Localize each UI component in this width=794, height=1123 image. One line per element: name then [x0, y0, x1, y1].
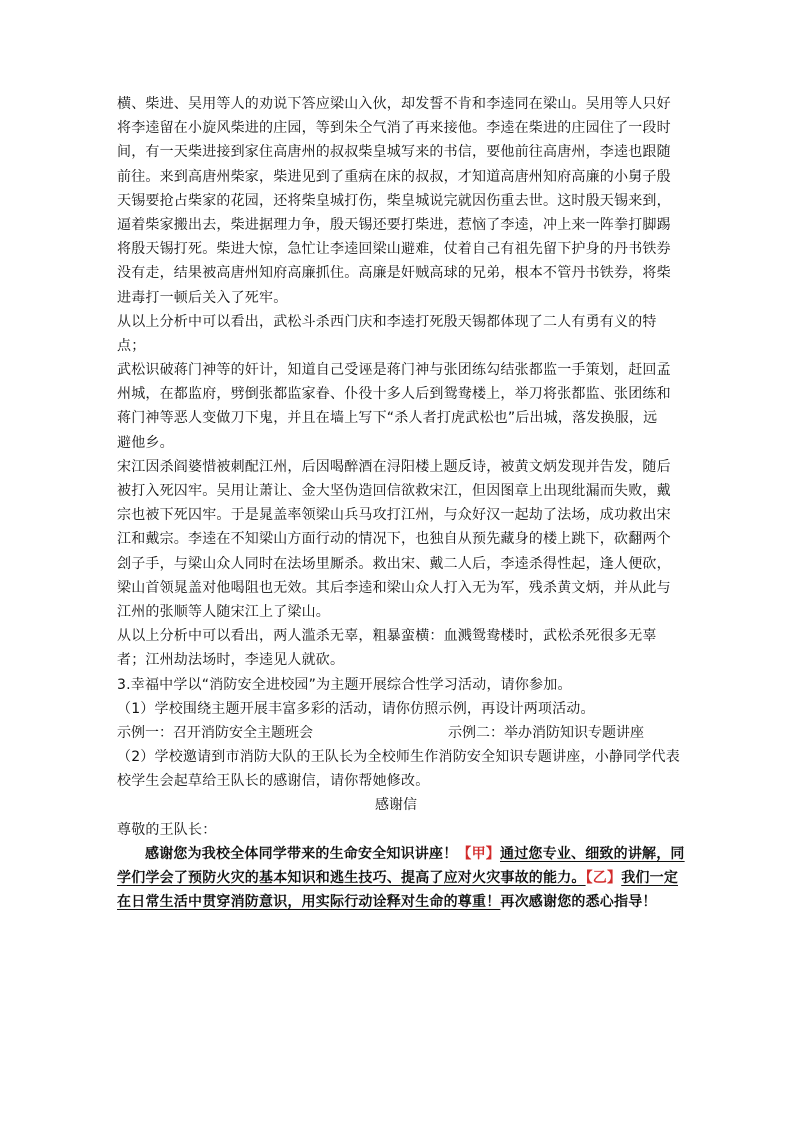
letter-salutation: 尊敬的王队长：: [117, 821, 217, 838]
text-line: 江和戴宗。李逵在不知梁山方面行动的情况下，也独自从预先藏身的楼上跳下，砍翻两个: [117, 531, 671, 548]
text-line: 蒋门神等恶人变做刀下鬼，并且在墙上写下“杀人者打虎武松也”后出城，落发换服，远: [117, 410, 658, 427]
letter-line-1: [117, 842, 685, 866]
text-line: 从以上分析中可以看出，武松斗杀西门庆和李逵打死殷天锡都体现了二人有勇有义的特: [117, 313, 657, 330]
text-line: 江州的张顺等人随宋江上了梁山。: [117, 603, 330, 620]
mark-jia: 【甲】: [457, 845, 501, 862]
letter-text: 再次感谢您的悉心指导！: [500, 894, 657, 911]
underlined-sentence: 在日常生活中贯穿消防意识，用实际行动诠释对生命的尊重！: [117, 894, 501, 911]
text-line: 3.幸福中学以“消防安全进校园”为主题开展综合性学习活动，请你参加。: [117, 676, 572, 693]
letter-line-2: [117, 866, 679, 890]
text-line: 将李逵留在小旋风柴进的庄园，等到朱仝气消了再来接他。李逵在柴进的庄园住了一段时: [117, 120, 671, 137]
task-two-line-2: 校学生会起草给王队长的感谢信，请你帮她修改。: [117, 773, 430, 790]
body-text: [117, 92, 675, 721]
text-line: 进毒打一顿后关入了死牢。: [117, 289, 288, 306]
underlined-sentence: 学们学会了预防火灾的基本知识和逃生技巧、提高了应对火灾事故的能力。: [117, 870, 586, 886]
text-line: 者；江州劫法场时，李逵见人就砍。: [117, 652, 345, 669]
example-one: 示例一：召开消防安全主题班会: [117, 724, 313, 741]
text-line: 没有走，结果被高唐州知府高廉抓住。高廉是奸贼高球的兄弟，根本不管丹书铁券，将柴: [117, 265, 671, 282]
underlined-sentence: 通过您专业、细致的讲解，同: [500, 845, 685, 862]
letter-title: 感谢信: [375, 797, 417, 814]
text-line: 将殷天锡打死。柴进大惊，急忙让李逵回梁山避难，仗着自己有祖先留下护身的丹书铁券: [117, 241, 671, 258]
text-line: 逼着柴家搬出去，柴进据理力争，殷天锡还要打柴进，惹恼了李逵，冲上来一阵拳打脚踢: [117, 216, 671, 233]
text-line: 梁山首领晁盖对他喝阻也无效。其后李逵和梁山众人打入无为军，残杀黄文炳，并从此与: [117, 579, 671, 596]
mark-yi: 【乙】: [585, 870, 622, 886]
underlined-sentence: 我们一定: [621, 870, 679, 886]
text-line: 武松识破蒋门神等的奸计，知道自己受诬是蒋门神与张团练勾结张都监一手策划，赶回孟: [117, 362, 671, 379]
examples-row: [117, 721, 675, 745]
document-page: [117, 92, 685, 914]
text-line: 横、柴进、吴用等人的劝说下答应梁山入伙，却发誓不肯和李逵同在梁山。吴用等人只好: [117, 96, 671, 112]
task-two-line-1: （2）学校邀请到市消防大队的王队长为全校师生作消防安全知识专题讲座，小静同学代表: [117, 749, 680, 766]
letter-text: 感谢您为我校全体同学带来的生命安全知识讲座！: [145, 845, 458, 862]
text-line: （1）学校围绕主题开展丰富多彩的活动，请你仿照示例，再设计两项活动。: [117, 700, 595, 717]
text-line: 天锡要抢占柴家的花园，还将柴皇城打伤，柴皇城说完就因伤重去世。这时殷天锡来到，: [117, 192, 671, 209]
example-two: 示例二：举办消防知识专题讲座: [448, 724, 644, 741]
text-line: 从以上分析中可以看出，两人滥杀无辜，粗暴蛮横：血溅鸳鸯楼时，武松杀死很多无辜: [117, 628, 657, 645]
letter-line-3: [117, 890, 675, 914]
text-line: 避他乡。: [117, 434, 174, 451]
text-line: 点；: [117, 337, 146, 354]
text-line: 间，有一天柴进接到家住高唐州的叔叔柴皇城写来的书信，要他前往高唐州，李逵也跟随: [117, 144, 671, 161]
text-line: 州城，在都监府，劈倒张都监家眷、仆役十多人后到鸳鸯楼上，举刀将张都监、张团练和: [117, 386, 671, 403]
text-line: 刽子手，与梁山众人同时在法场里厮杀。救出宋、戴二人后，李逵杀得性起，逢人便砍，: [117, 555, 671, 572]
text-line: 宋江因杀阎婆惜被刺配江州，后因喝醉酒在浔阳楼上题反诗，被黄文炳发现并告发，随后: [117, 458, 671, 475]
text-line: 前往。来到高唐州柴家，柴进见到了重病在床的叔叔，才知道高唐州知府高廉的小舅子殷: [117, 168, 671, 185]
text-line: 被打入死囚牢。吴用让萧让、金大坚伪造回信欲救宋江，但因图章上出现纰漏而失败，戴: [117, 483, 671, 499]
text-line: 宗也被下死囚牢。于是晁盖率领梁山兵马攻打江州，与众好汉一起劫了法场，成功救出宋: [117, 507, 671, 524]
